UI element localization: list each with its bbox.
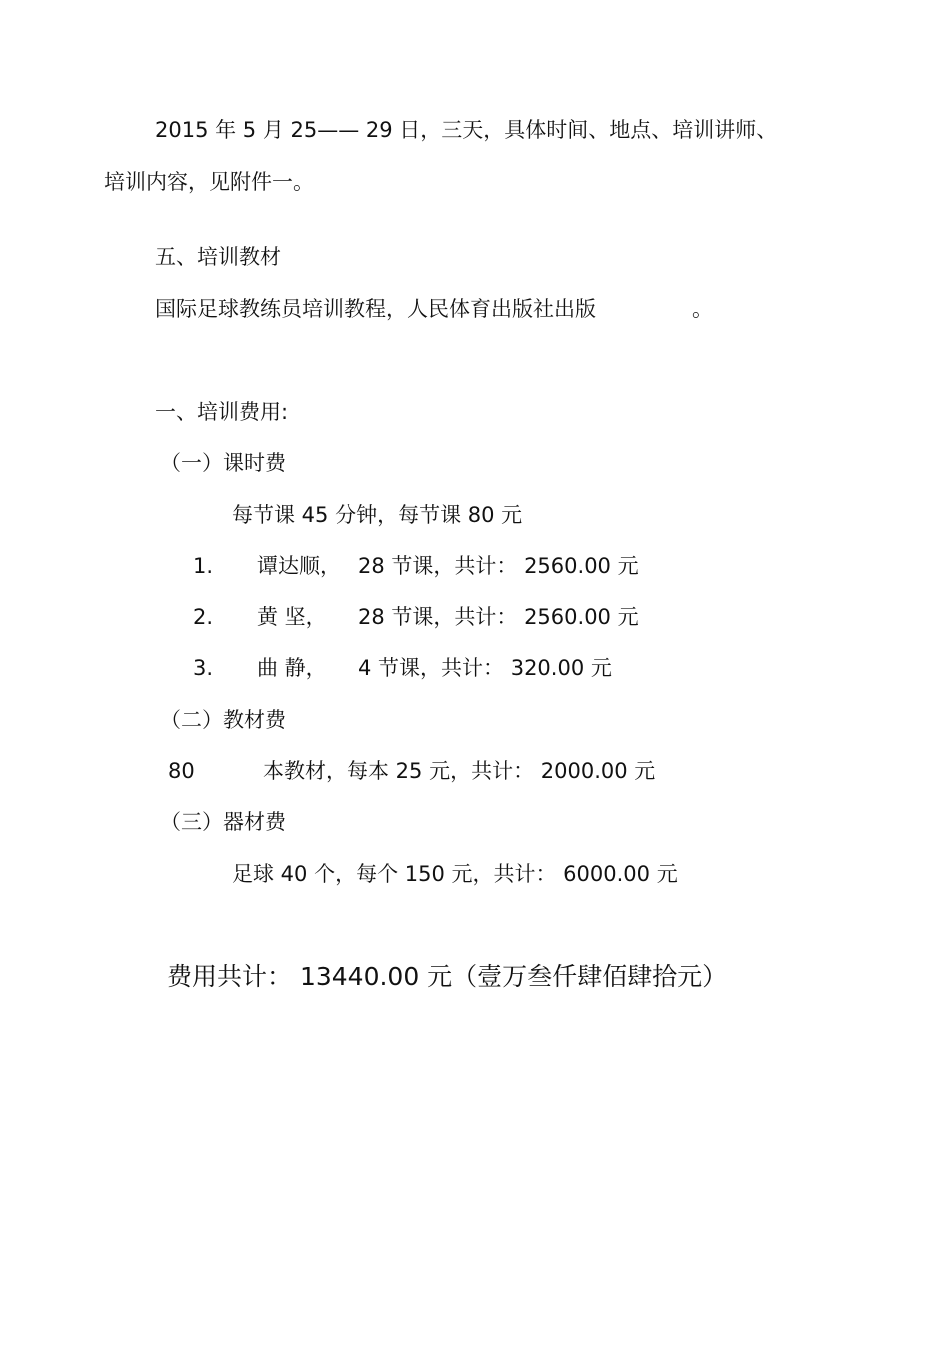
lesson-item-detail: 4 节课，共计： 320.00 元 xyxy=(358,656,612,680)
grand-total: 费用共计： 13440.00 元（壹万叁仟肆佰肆拾元） xyxy=(167,962,728,991)
training-time-line-2: 培训内容，见附件一。 xyxy=(104,170,314,194)
textbook-text: 国际足球教练员培训教程，人民体育出版社出版 xyxy=(155,297,596,321)
lesson-item-name: 黄 坚， xyxy=(257,605,327,629)
lesson-item-number: 2. xyxy=(193,605,214,629)
lesson-item-name: 曲 静， xyxy=(257,656,327,680)
textbook-description xyxy=(155,295,713,323)
lesson-item-detail: 28 节课，共计： 2560.00 元 xyxy=(358,554,639,578)
lesson-item-number: 3. xyxy=(193,656,214,680)
equipment-fee-detail: 足球 40 个，每个 150 元，共计： 6000.00 元 xyxy=(232,862,678,886)
textbook-period: 。 xyxy=(692,297,713,321)
lesson-item-name: 谭达顺， xyxy=(257,554,341,578)
section-fees-heading: 一、培训费用: xyxy=(155,400,289,424)
textbook-fee-detail: 本教材，每本 25 元，共计： 2000.00 元 xyxy=(263,759,656,783)
training-time-line-1: 2015 年 5 月 25—— 29 日，三天，具体时间、地点、培训讲师、 xyxy=(155,118,778,142)
lesson-fee-heading: （一）课时费 xyxy=(160,451,286,475)
textbook-fee-qty: 80 xyxy=(168,759,195,783)
lesson-item-detail: 28 节课，共计： 2560.00 元 xyxy=(358,605,639,629)
lesson-fee-rate: 每节课 45 分钟，每节课 80 元 xyxy=(232,503,523,527)
section-textbook-heading: 五、培训教材 xyxy=(155,245,281,269)
lesson-item-number: 1. xyxy=(193,554,214,578)
equipment-fee-heading: （三）器材费 xyxy=(160,810,286,834)
textbook-fee-heading: （二）教材费 xyxy=(160,708,286,732)
